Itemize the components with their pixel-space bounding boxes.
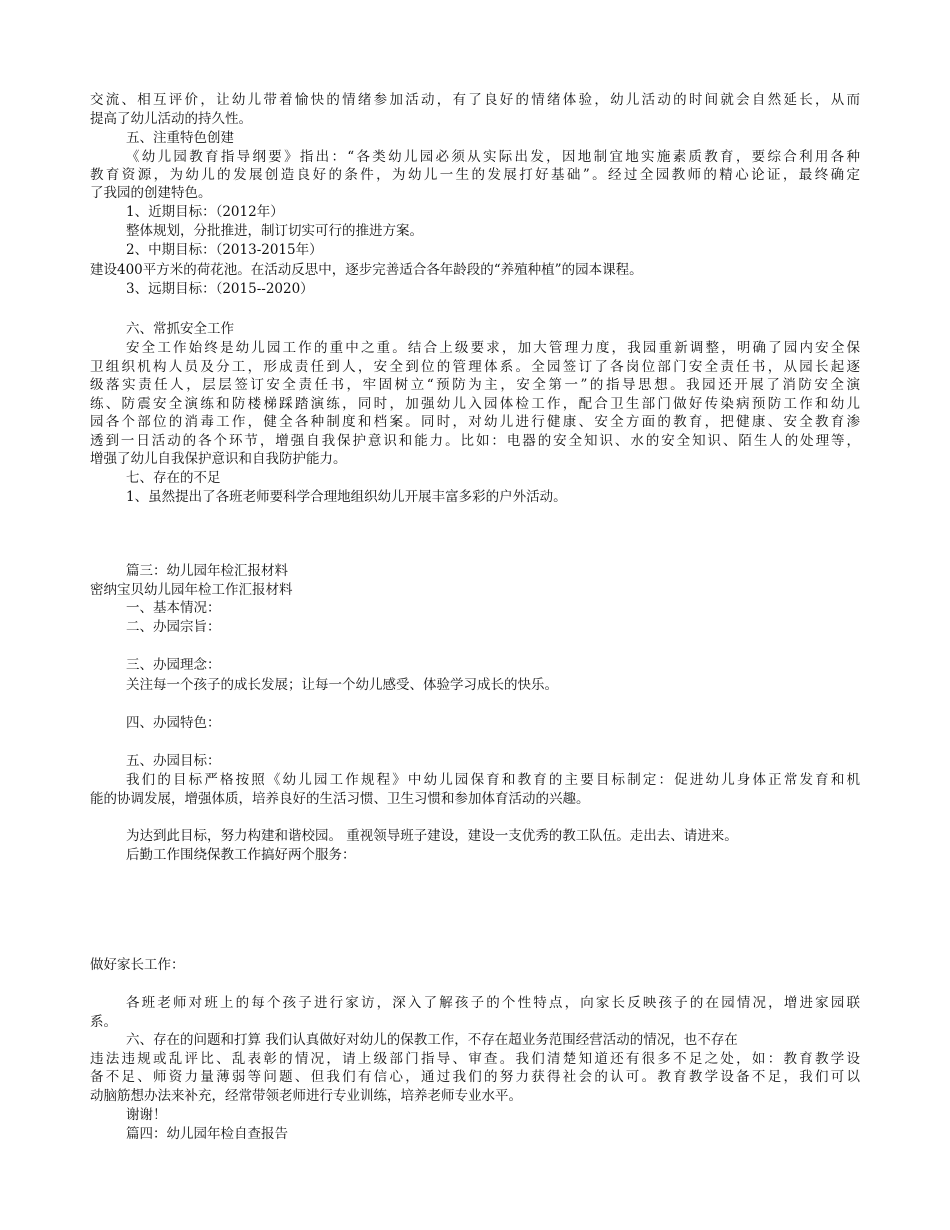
section-heading: 七、存在的不足	[126, 470, 221, 486]
text-line: 为达到此目标，努力构建和谐校园。 重视领导班子建设，建设一支优秀的教工队伍。走出去、请进来。	[126, 828, 738, 844]
text-line: 交流、相互评价，让幼儿带着愉快的情绪参加活动，有了良好的情绪体验，幼儿活动的时间就会自然延长，从而	[90, 92, 860, 108]
text-line: 透到一日活动的各个环节，增强自我保护意识和能力。比如：电器的安全知识、水的安全知识、陌生人的处理等，	[90, 433, 860, 449]
text-line: 练、防震安全演练和防楼梯踩踏演练，同时，加强幼儿入园体检工作，配合卫生部门做好传染病预防工作和幼儿	[90, 396, 860, 412]
text-line: 各班老师对班上的每个孩子进行家访，深入了解孩子的个性特点，向家长反映孩子的在园情况，增进家园联	[126, 995, 860, 1011]
text-line: 卫组织机构人员及分工，形成责任到人，安全到位的管理体系。全园签订了各岗位部门安全责任书，从园长起逐	[90, 359, 860, 375]
text-line: 增强了幼儿自我保护意识和自我防护能力。	[90, 451, 347, 467]
section-heading: 二、办园宗旨：	[126, 619, 221, 635]
text-line: 3、远期目标：（2015--2020）	[126, 281, 314, 297]
section-heading: 一、基本情况：	[126, 600, 221, 616]
text-line: 做好家长工作：	[90, 957, 185, 973]
section-heading: 五、办园目标：	[126, 753, 221, 769]
text-line: 安全工作始终是幼儿园工作的重中之重。结合上级要求，加大管理力度，我园重新调整，明确了园内安全保	[126, 340, 860, 356]
text-line: 能的协调发展，增强体质，培养良好的生活习惯、卫生习惯和参加体育活动的兴趣。	[90, 791, 590, 807]
section-heading: 四、办园特色：	[126, 715, 221, 731]
text-line: 《幼儿园教育指导纲要》指出：“各类幼儿园必须从实际出发，因地制宜地实施素质教育，要综合利用各种	[126, 149, 860, 165]
chapter-title: 篇四：幼儿园年检自查报告	[126, 1126, 288, 1142]
text-line: 违法违规或乱评比、乱表彰的情况，请上级部门指导、审查。我们清楚知道还有很多不足之处，如：教育教学设	[90, 1051, 860, 1067]
text-line: 系。	[90, 1014, 117, 1030]
text-line: 谢谢！	[126, 1107, 167, 1123]
text-line: 1、近期目标：（2012年）	[126, 204, 284, 220]
document-title: 密纳宝贝幼儿园年检工作汇报材料	[90, 582, 293, 598]
text-line: 后勤工作围绕保教工作搞好两个服务：	[126, 847, 356, 863]
text-line: 整体规划，分批推进，制订切实可行的推进方案。	[126, 223, 423, 239]
text-line: 动脑筋想办法来补充，经常带领老师进行专业训练，培养老师专业水平。	[90, 1088, 522, 1104]
section-heading: 五、注重特色创建	[126, 130, 234, 146]
section-heading: 三、办园理念：	[126, 657, 221, 673]
text-line: 教育资源，为幼儿的发展创造良好的条件，为幼儿一生的发展打好基础”。经过全园教师的精心论证，最终确定	[90, 167, 860, 183]
text-line: 2、中期目标：（2013-2015年）	[126, 242, 323, 258]
section-heading: 六、存在的问题和打算 我们认真做好对幼儿的保教工作，不存在超业务范围经营活动的情况，也不存在	[126, 1032, 738, 1048]
text-line: 我们的目标严格按照《幼儿园工作规程》中幼儿园保育和教育的主要目标制定：促进幼儿身体正常发育和机	[126, 772, 860, 788]
text-line: 提高了幼儿活动的持久性。	[90, 111, 252, 127]
chapter-title: 篇三：幼儿园年检汇报材料	[126, 563, 288, 579]
text-line: 1、虽然提出了各班老师要科学合理地组织幼儿开展丰富多彩的户外活动。	[126, 489, 567, 505]
section-heading: 六、常抓安全工作	[126, 321, 234, 337]
text-line: 备不足、师资力量薄弱等问题、但我们有信心，通过我们的努力获得社会的认可。教育教学设备不足，我们可以	[90, 1069, 860, 1085]
text-line: 建设400平方米的荷花池。在活动反思中，逐步完善适合各年龄段的“养殖种植”的园本课程。	[90, 262, 643, 278]
text-line: 了我园的创建特色。	[90, 185, 212, 201]
text-line: 级落实责任人，层层签订安全责任书，牢固树立“预防为主，安全第一”的指导思想。我园还开展了消防安全演	[90, 377, 860, 393]
text-line: 关注每一个孩子的成长发展；让每一个幼儿感受、体验学习成长的快乐。	[126, 677, 558, 693]
text-line: 园各个部位的消毒工作，健全各种制度和档案。同时，对幼儿进行健康、安全方面的教育，把健康、安全教育渗	[90, 414, 860, 430]
